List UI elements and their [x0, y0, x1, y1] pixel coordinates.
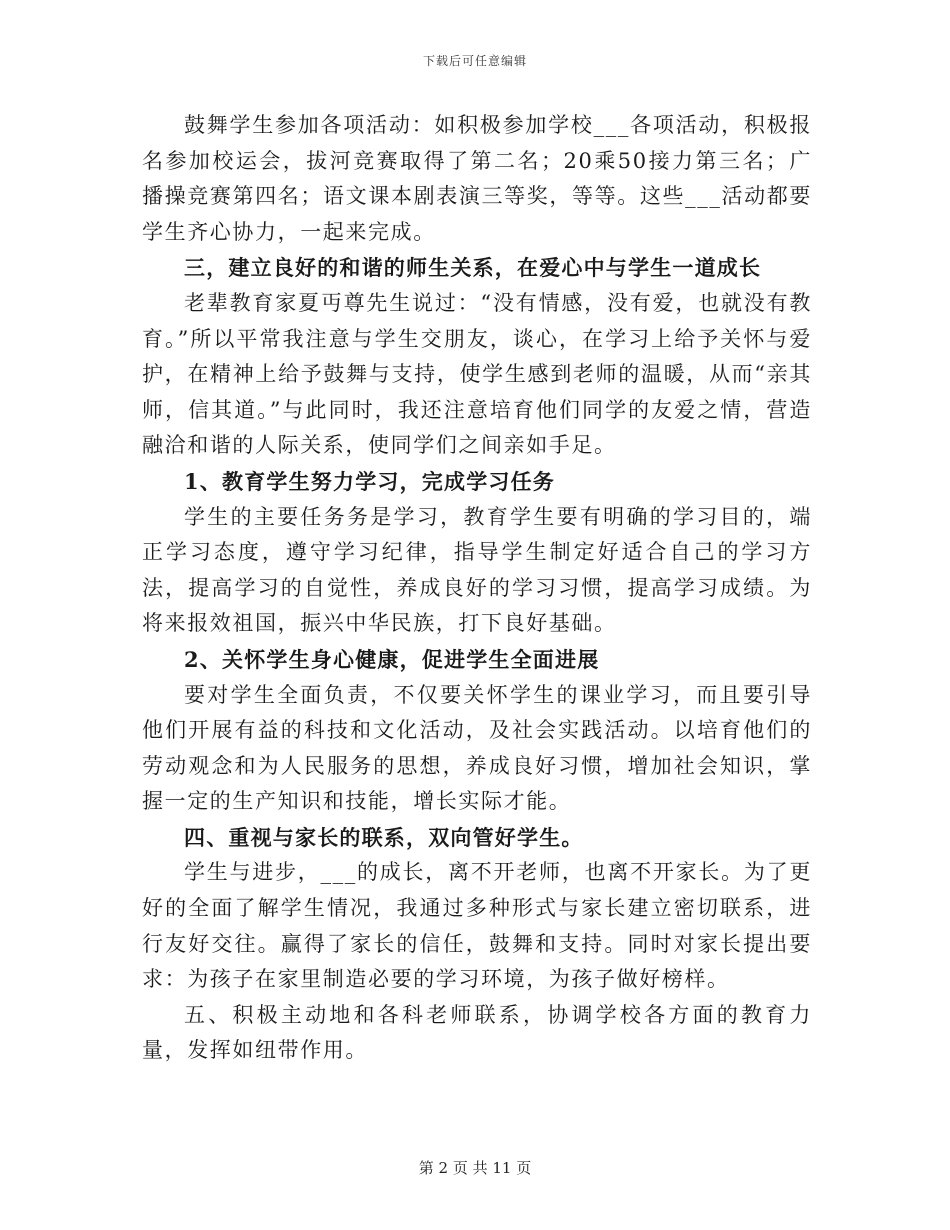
paragraph-relationship: 老辈教育家夏丏尊先生说过：“没有情感，没有爱，也就没有教育。”所以平常我注意与学生交朋友，谈心，在学习上给予关怀与爱护，在精神上给予鼓舞与支持，使学生感到老师的温暖，从而“亲其师，信其道。”与此同时，我还注意培育他们同学的友爱之情，营造融洽和谐的人际关系，使同学们之间亲如手足。 [142, 290, 812, 458]
paragraph-parent-contact: 学生与进步，___的成长，离不开老师，也离不开家长。为了更好的全面了解学生情况，我通过多种形式与家长建立密切联系，进行友好交往。赢得了家长的信任，鼓舞和支持。同时对家长提出要求：为孩子在家里制造必要的学习环境，为孩子做好榜样。 [142, 860, 812, 992]
page-number: 第 2 页 共 11 页 [418, 1159, 532, 1177]
page-header: 下载后可任意编辑 [422, 54, 527, 68]
paragraph-study-tasks: 学生的主要任务务是学习，教育学生要有明确的学习目的，端正学习态度，遵守学习纪律，指导学生制定好适合自己的学习方法，提高学习的自觉性，养成良好的学习习惯，提高学习成绩。为将来报效祖国，振兴中华民族，打下良好基础。 [142, 504, 812, 636]
paragraph-activities: 鼓舞学生参加各项活动：如积极参加学校___各项活动，积极报名参加校运会，拔河竞赛取得了第二名；20乘50接力第三名；广播操竞赛第四名；语文课本剧表演三等奖，等等。这些___活动都要学生齐心协力，一起来完成。 [142, 113, 812, 244]
paragraph-teacher-coordination: 五、积极主动地和各科老师联系，协调学校各方面的教育力量，发挥如纽带作用。 [142, 1002, 812, 1063]
heading-health-development: 2、关怀学生身心健康，促进学生全面进展 [184, 646, 600, 672]
heading-study-tasks: 1、教育学生努力学习，完成学习任务 [184, 468, 556, 494]
paragraph-health-development: 要对学生全面负责，不仅要关怀学生的课业学习，而且要引导他们开展有益的科技和文化活动，及社会实践活动。以培育他们的劳动观念和为人民服务的思想，养成良好习惯，增加社会知识，掌握一定的生产知识和技能，增长实际才能。 [142, 682, 812, 814]
document-body [142, 108, 812, 1069]
heading-parent-contact: 四、重视与家长的联系，双向管好学生。 [184, 824, 584, 850]
heading-teacher-student-relationship: 三，建立良好的和谐的师生关系，在爱心中与学生一道成长 [184, 255, 762, 281]
